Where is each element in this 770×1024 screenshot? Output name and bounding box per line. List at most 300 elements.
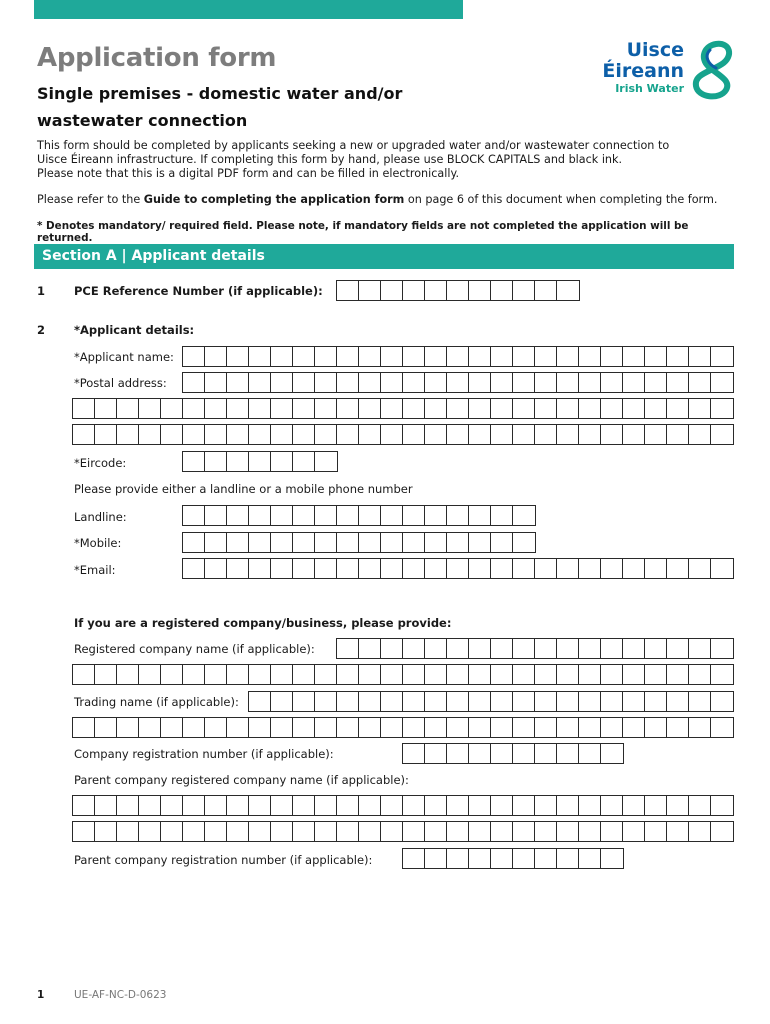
character-cell[interactable] [667,559,689,578]
character-cell[interactable] [513,849,535,868]
character-cell[interactable] [381,281,403,300]
character-cell[interactable] [425,533,447,552]
character-cell[interactable] [469,533,491,552]
character-cell[interactable] [557,692,579,711]
character-cell[interactable] [513,559,535,578]
character-cell[interactable] [205,665,227,684]
postal-address-field-1[interactable] [182,372,734,393]
character-cell[interactable] [425,744,447,763]
character-cell[interactable] [623,559,645,578]
character-cell[interactable] [359,425,381,444]
character-cell[interactable] [161,718,183,737]
character-cell[interactable] [469,692,491,711]
character-cell[interactable] [711,399,733,418]
character-cell[interactable] [601,425,623,444]
character-cell[interactable] [579,347,601,366]
character-cell[interactable] [535,744,557,763]
character-cell[interactable] [337,559,359,578]
character-cell[interactable] [601,347,623,366]
character-cell[interactable] [447,849,469,868]
character-cell[interactable] [315,373,337,392]
character-cell[interactable] [205,373,227,392]
character-cell[interactable] [315,399,337,418]
registered-company-name-field-2[interactable] [72,664,734,685]
character-cell[interactable] [491,399,513,418]
character-cell[interactable] [645,718,667,737]
character-cell[interactable] [645,425,667,444]
character-cell[interactable] [315,533,337,552]
trading-name-field-2[interactable] [72,717,734,738]
character-cell[interactable] [535,399,557,418]
character-cell[interactable] [535,849,557,868]
character-cell[interactable] [359,692,381,711]
character-cell[interactable] [513,639,535,658]
character-cell[interactable] [227,452,249,471]
character-cell[interactable] [447,718,469,737]
character-cell[interactable] [513,718,535,737]
character-cell[interactable] [293,373,315,392]
character-cell[interactable] [513,665,535,684]
character-cell[interactable] [623,692,645,711]
character-cell[interactable] [535,373,557,392]
character-cell[interactable] [535,796,557,815]
character-cell[interactable] [359,665,381,684]
character-cell[interactable] [271,506,293,525]
character-cell[interactable] [535,559,557,578]
character-cell[interactable] [513,533,535,552]
email-field[interactable] [182,558,734,579]
character-cell[interactable] [601,639,623,658]
character-cell[interactable] [117,796,139,815]
character-cell[interactable] [425,399,447,418]
character-cell[interactable] [183,822,205,841]
character-cell[interactable] [381,425,403,444]
character-cell[interactable] [601,718,623,737]
character-cell[interactable] [447,796,469,815]
character-cell[interactable] [623,665,645,684]
character-cell[interactable] [667,692,689,711]
character-cell[interactable] [359,347,381,366]
character-cell[interactable] [469,822,491,841]
character-cell[interactable] [469,506,491,525]
character-cell[interactable] [535,639,557,658]
character-cell[interactable] [271,718,293,737]
character-cell[interactable] [249,692,271,711]
character-cell[interactable] [249,347,271,366]
character-cell[interactable] [645,639,667,658]
character-cell[interactable] [425,796,447,815]
mobile-field[interactable] [182,532,536,553]
character-cell[interactable] [205,347,227,366]
character-cell[interactable] [359,533,381,552]
applicant-name-field[interactable] [182,346,734,367]
character-cell[interactable] [73,399,95,418]
character-cell[interactable] [249,425,271,444]
character-cell[interactable] [689,822,711,841]
character-cell[interactable] [425,506,447,525]
character-cell[interactable] [491,822,513,841]
character-cell[interactable] [689,347,711,366]
character-cell[interactable] [557,373,579,392]
character-cell[interactable] [271,425,293,444]
character-cell[interactable] [337,533,359,552]
character-cell[interactable] [513,506,535,525]
character-cell[interactable] [601,796,623,815]
character-cell[interactable] [645,796,667,815]
character-cell[interactable] [623,796,645,815]
character-cell[interactable] [447,347,469,366]
character-cell[interactable] [513,399,535,418]
character-cell[interactable] [403,692,425,711]
character-cell[interactable] [227,665,249,684]
character-cell[interactable] [425,692,447,711]
character-cell[interactable] [359,506,381,525]
character-cell[interactable] [139,822,161,841]
parent-company-name-field-1[interactable] [72,795,734,816]
character-cell[interactable] [271,452,293,471]
character-cell[interactable] [645,822,667,841]
character-cell[interactable] [601,399,623,418]
character-cell[interactable] [469,665,491,684]
character-cell[interactable] [469,373,491,392]
character-cell[interactable] [183,506,205,525]
character-cell[interactable] [315,665,337,684]
character-cell[interactable] [293,506,315,525]
character-cell[interactable] [227,399,249,418]
character-cell[interactable] [491,718,513,737]
character-cell[interactable] [579,796,601,815]
character-cell[interactable] [711,373,733,392]
character-cell[interactable] [293,796,315,815]
character-cell[interactable] [315,692,337,711]
character-cell[interactable] [469,796,491,815]
character-cell[interactable] [689,399,711,418]
character-cell[interactable] [667,347,689,366]
character-cell[interactable] [601,744,623,763]
character-cell[interactable] [469,849,491,868]
character-cell[interactable] [667,718,689,737]
character-cell[interactable] [711,559,733,578]
character-cell[interactable] [161,425,183,444]
character-cell[interactable] [711,665,733,684]
character-cell[interactable] [381,692,403,711]
character-cell[interactable] [645,665,667,684]
character-cell[interactable] [491,347,513,366]
character-cell[interactable] [359,639,381,658]
character-cell[interactable] [117,718,139,737]
character-cell[interactable] [447,281,469,300]
character-cell[interactable] [535,665,557,684]
character-cell[interactable] [337,399,359,418]
character-cell[interactable] [183,399,205,418]
character-cell[interactable] [249,665,271,684]
character-cell[interactable] [623,822,645,841]
character-cell[interactable] [249,373,271,392]
character-cell[interactable] [403,665,425,684]
character-cell[interactable] [161,399,183,418]
postal-address-field-2[interactable] [72,398,734,419]
character-cell[interactable] [557,559,579,578]
character-cell[interactable] [645,399,667,418]
character-cell[interactable] [183,796,205,815]
character-cell[interactable] [491,425,513,444]
character-cell[interactable] [491,559,513,578]
character-cell[interactable] [447,639,469,658]
character-cell[interactable] [491,533,513,552]
character-cell[interactable] [425,373,447,392]
character-cell[interactable] [513,347,535,366]
character-cell[interactable] [227,796,249,815]
character-cell[interactable] [381,506,403,525]
character-cell[interactable] [403,373,425,392]
character-cell[interactable] [95,399,117,418]
character-cell[interactable] [227,373,249,392]
character-cell[interactable] [491,744,513,763]
character-cell[interactable] [711,822,733,841]
character-cell[interactable] [381,796,403,815]
character-cell[interactable] [271,665,293,684]
character-cell[interactable] [535,692,557,711]
character-cell[interactable] [183,425,205,444]
character-cell[interactable] [667,425,689,444]
character-cell[interactable] [711,796,733,815]
character-cell[interactable] [689,796,711,815]
character-cell[interactable] [623,347,645,366]
character-cell[interactable] [359,796,381,815]
character-cell[interactable] [711,425,733,444]
character-cell[interactable] [293,665,315,684]
character-cell[interactable] [117,665,139,684]
character-cell[interactable] [381,559,403,578]
character-cell[interactable] [337,692,359,711]
character-cell[interactable] [205,399,227,418]
character-cell[interactable] [205,425,227,444]
character-cell[interactable] [601,849,623,868]
character-cell[interactable] [689,718,711,737]
character-cell[interactable] [139,665,161,684]
character-cell[interactable] [469,347,491,366]
character-cell[interactable] [293,822,315,841]
character-cell[interactable] [381,718,403,737]
character-cell[interactable] [315,822,337,841]
character-cell[interactable] [249,506,271,525]
character-cell[interactable] [293,559,315,578]
character-cell[interactable] [73,425,95,444]
character-cell[interactable] [601,692,623,711]
character-cell[interactable] [645,347,667,366]
character-cell[interactable] [293,533,315,552]
character-cell[interactable] [249,718,271,737]
character-cell[interactable] [381,347,403,366]
character-cell[interactable] [447,559,469,578]
character-cell[interactable] [249,559,271,578]
character-cell[interactable] [205,822,227,841]
character-cell[interactable] [403,718,425,737]
character-cell[interactable] [315,559,337,578]
character-cell[interactable] [425,822,447,841]
character-cell[interactable] [95,822,117,841]
character-cell[interactable] [73,718,95,737]
character-cell[interactable] [359,281,381,300]
character-cell[interactable] [249,796,271,815]
character-cell[interactable] [293,692,315,711]
character-cell[interactable] [227,718,249,737]
character-cell[interactable] [447,692,469,711]
character-cell[interactable] [227,506,249,525]
character-cell[interactable] [403,639,425,658]
character-cell[interactable] [337,425,359,444]
character-cell[interactable] [271,796,293,815]
character-cell[interactable] [315,425,337,444]
character-cell[interactable] [95,425,117,444]
character-cell[interactable] [95,718,117,737]
character-cell[interactable] [73,822,95,841]
character-cell[interactable] [579,665,601,684]
character-cell[interactable] [359,373,381,392]
character-cell[interactable] [689,692,711,711]
character-cell[interactable] [117,425,139,444]
character-cell[interactable] [381,822,403,841]
character-cell[interactable] [579,692,601,711]
character-cell[interactable] [579,744,601,763]
character-cell[interactable] [161,796,183,815]
character-cell[interactable] [315,347,337,366]
character-cell[interactable] [315,718,337,737]
character-cell[interactable] [73,665,95,684]
character-cell[interactable] [183,347,205,366]
character-cell[interactable] [513,822,535,841]
character-cell[interactable] [117,399,139,418]
character-cell[interactable] [557,718,579,737]
character-cell[interactable] [689,559,711,578]
character-cell[interactable] [535,425,557,444]
character-cell[interactable] [535,718,557,737]
character-cell[interactable] [139,718,161,737]
character-cell[interactable] [667,796,689,815]
character-cell[interactable] [689,665,711,684]
character-cell[interactable] [249,452,271,471]
character-cell[interactable] [337,373,359,392]
character-cell[interactable] [667,373,689,392]
character-cell[interactable] [425,718,447,737]
character-cell[interactable] [337,347,359,366]
character-cell[interactable] [227,347,249,366]
character-cell[interactable] [469,639,491,658]
character-cell[interactable] [183,559,205,578]
character-cell[interactable] [359,399,381,418]
character-cell[interactable] [381,665,403,684]
character-cell[interactable] [689,639,711,658]
character-cell[interactable] [469,281,491,300]
character-cell[interactable] [271,822,293,841]
character-cell[interactable] [447,399,469,418]
character-cell[interactable] [359,822,381,841]
character-cell[interactable] [183,373,205,392]
character-cell[interactable] [557,425,579,444]
character-cell[interactable] [315,796,337,815]
character-cell[interactable] [293,452,315,471]
character-cell[interactable] [359,559,381,578]
character-cell[interactable] [557,822,579,841]
character-cell[interactable] [425,559,447,578]
trading-name-field-1[interactable] [248,691,734,712]
character-cell[interactable] [535,822,557,841]
character-cell[interactable] [447,665,469,684]
character-cell[interactable] [271,399,293,418]
character-cell[interactable] [337,822,359,841]
character-cell[interactable] [579,425,601,444]
character-cell[interactable] [645,559,667,578]
character-cell[interactable] [579,718,601,737]
character-cell[interactable] [667,665,689,684]
character-cell[interactable] [711,347,733,366]
character-cell[interactable] [667,399,689,418]
character-cell[interactable] [711,718,733,737]
character-cell[interactable] [513,373,535,392]
character-cell[interactable] [403,796,425,815]
postal-address-field-3[interactable] [72,424,734,445]
character-cell[interactable] [623,718,645,737]
character-cell[interactable] [579,399,601,418]
character-cell[interactable] [579,559,601,578]
character-cell[interactable] [447,744,469,763]
character-cell[interactable] [337,718,359,737]
character-cell[interactable] [249,399,271,418]
character-cell[interactable] [623,639,645,658]
character-cell[interactable] [183,533,205,552]
character-cell[interactable] [337,639,359,658]
character-cell[interactable] [689,373,711,392]
character-cell[interactable] [711,639,733,658]
character-cell[interactable] [623,399,645,418]
character-cell[interactable] [139,796,161,815]
character-cell[interactable] [535,347,557,366]
character-cell[interactable] [271,559,293,578]
company-registration-number-field[interactable] [402,743,624,764]
character-cell[interactable] [557,639,579,658]
character-cell[interactable] [293,718,315,737]
character-cell[interactable] [403,281,425,300]
character-cell[interactable] [205,533,227,552]
character-cell[interactable] [139,425,161,444]
character-cell[interactable] [139,399,161,418]
character-cell[interactable] [557,399,579,418]
character-cell[interactable] [425,425,447,444]
character-cell[interactable] [425,281,447,300]
character-cell[interactable] [425,665,447,684]
character-cell[interactable] [513,281,535,300]
character-cell[interactable] [271,692,293,711]
character-cell[interactable] [557,281,579,300]
character-cell[interactable] [205,796,227,815]
character-cell[interactable] [293,425,315,444]
character-cell[interactable] [557,347,579,366]
character-cell[interactable] [183,665,205,684]
character-cell[interactable] [205,718,227,737]
character-cell[interactable] [601,559,623,578]
character-cell[interactable] [667,639,689,658]
character-cell[interactable] [249,533,271,552]
character-cell[interactable] [403,822,425,841]
character-cell[interactable] [271,373,293,392]
character-cell[interactable] [403,399,425,418]
character-cell[interactable] [469,718,491,737]
character-cell[interactable] [447,373,469,392]
character-cell[interactable] [491,281,513,300]
character-cell[interactable] [491,639,513,658]
character-cell[interactable] [381,533,403,552]
character-cell[interactable] [469,559,491,578]
